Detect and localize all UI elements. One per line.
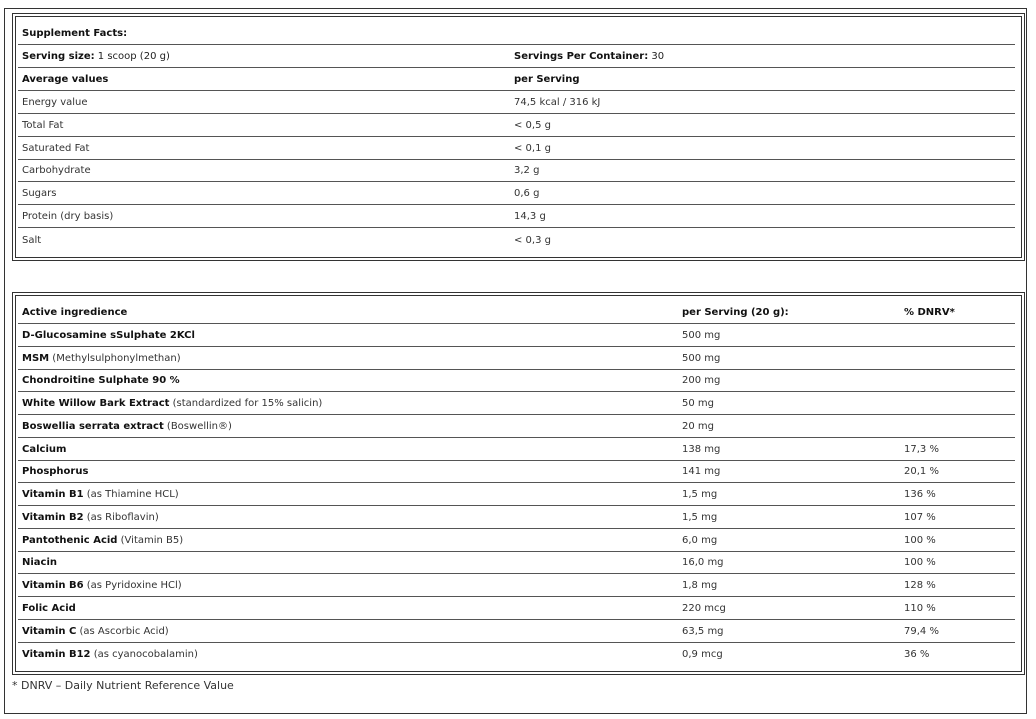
ingredient-value: 200 mg [682,375,721,387]
ingredient-dnrv: 36 % [904,648,930,660]
active-header-row [18,302,1015,324]
ingredient-note: (as Thiamine HCL) [86,489,179,500]
cell-text: Sugars [22,188,57,200]
cell-text: Protein (dry basis) [22,211,114,223]
ingredient-note: (Methylsulphonylmethan) [52,352,181,364]
ingredient-name [22,398,322,409]
ingredient-dnrv: 110 % [904,602,936,614]
cell-text: 3,2 g [514,165,540,177]
header-text: per Serving (20 g): [682,307,789,318]
ingredient-name [22,626,169,637]
label-text: Serving size: [22,50,95,62]
ingredient-name [22,375,180,386]
cell-text: Carbohydrate [22,165,91,177]
ingredient-row [18,643,1015,665]
ingredient-value: 141 mg [682,466,721,478]
ingredient-row [18,416,1015,438]
header-text: % DNRV* [904,307,955,318]
ingredient-dnrv: 79,4 % [904,625,939,637]
facts-cell [514,74,580,85]
ingredient-bold: Vitamin B2 [22,511,84,523]
ingredient-dnrv: 20,1 % [904,466,939,478]
ingredient-value: 20 mg [682,420,714,432]
value-text: 1 scoop (20 g) [97,50,170,62]
ingredient-dnrv: 17,3 % [904,443,939,455]
ingredient-note: (as Ascorbic Acid) [79,625,169,637]
ingredient-bold: Pantothenic Acid [22,534,118,546]
ingredient-note: (as cyanocobalamin) [93,648,198,660]
facts-cell [514,211,546,222]
header-cell [682,307,789,318]
ingredient-row [18,461,1015,483]
ingredient-bold: Niacin [22,557,58,569]
facts-cell [514,120,551,131]
ingredient-row [18,598,1015,620]
ingredient-value: 1,5 mg [682,511,718,523]
facts-row [18,229,1015,251]
footnote: * DNRV – Daily Nutrient Reference Value [12,679,234,692]
ingredient-value: 220 mcg [682,602,726,614]
ingredient-bold: White Willow Bark Extract [22,398,170,409]
ingredient-row [18,484,1015,506]
cell-text: < 0,1 g [514,142,551,154]
value-text: 30 [651,50,665,62]
ingredient-name [22,444,66,455]
facts-cell [22,211,113,222]
cell-text: Supplement Facts: [22,28,128,39]
ingredient-bold: Vitamin B1 [22,489,84,500]
ingredient-name [22,557,57,568]
ingredient-row [18,439,1015,461]
facts-cell [22,120,63,131]
ingredient-value: 1,8 mg [682,580,718,591]
cell-text: < 0,5 g [514,119,551,131]
label-text: Servings Per Container: [514,50,649,62]
ingredient-row [18,393,1015,415]
cell-text: 74,5 kcal / 316 kJ [514,96,601,108]
facts-row [18,160,1015,182]
ingredient-bold: Vitamin B6 [22,580,84,591]
facts-cell [22,188,56,199]
facts-row [18,206,1015,228]
ingredient-dnrv: 136 % [904,489,936,500]
ingredient-value: 0,9 mcg [682,648,723,660]
ingredient-row [18,530,1015,552]
header-cell [904,307,955,318]
ingredient-row [18,507,1015,529]
ingredient-dnrv: 107 % [904,511,936,523]
facts-title-row [18,23,1015,45]
facts-header-row [18,69,1015,91]
ingredient-dnrv: 100 % [904,557,936,569]
ingredient-bold: Folic Acid [22,602,76,614]
ingredient-bold: Calcium [22,443,67,455]
ingredient-value: 138 mg [682,443,721,455]
ingredient-dnrv: 128 % [904,580,936,591]
ingredient-bold: Phosphorus [22,466,89,478]
ingredient-row [18,370,1015,392]
ingredient-note: (as Riboflavin) [86,511,159,523]
facts-cell [22,74,108,85]
cell-text: per Serving [514,73,580,85]
facts-cell [514,165,539,176]
ingredient-bold: Chondroitine Sulphate 90 % [22,375,180,387]
facts-cell [22,51,170,62]
ingredient-value: 500 mg [682,352,721,364]
ingredient-name [22,489,179,500]
ingredient-name [22,649,198,660]
ingredient-value: 500 mg [682,329,721,341]
cell-text: Saturated Fat [22,142,90,154]
ingredient-name [22,603,76,614]
ingredient-name [22,330,195,341]
ingredient-value: 1,5 mg [682,489,718,500]
facts-cell [514,51,664,62]
facts-row [18,115,1015,137]
ingredient-name [22,580,182,591]
ingredient-name [22,466,88,477]
facts-row [18,138,1015,160]
ingredient-note: (Boswellin®) [166,420,232,432]
ingredient-row [18,348,1015,370]
ingredient-name [22,353,181,364]
cell-text: 14,3 g [514,211,546,223]
facts-cell [514,188,539,199]
ingredient-name [22,535,183,546]
facts-cell [22,28,127,39]
ingredient-row [18,575,1015,597]
ingredient-note: (Vitamin B5) [120,534,184,546]
cell-text: Average values [22,73,109,85]
ingredient-row [18,621,1015,643]
facts-cell [22,235,41,246]
ingredient-bold: D-Glucosamine sSulphate 2KCl [22,329,195,341]
ingredient-value: 50 mg [682,398,714,409]
cell-text: Energy value [22,96,88,108]
ingredient-bold: Vitamin B12 [22,648,91,660]
facts-cell [514,143,551,154]
ingredient-value: 6,0 mg [682,534,718,546]
ingredient-note: (standardized for 15% salicin) [172,398,323,409]
cell-text: Salt [22,234,42,246]
header-text: Active ingredience [22,307,128,318]
cell-text: 0,6 g [514,188,540,200]
ingredient-name [22,421,232,432]
cell-text: Total Fat [22,119,64,131]
facts-serving-row [18,46,1015,68]
facts-cell [22,97,88,108]
ingredient-row [18,325,1015,347]
facts-cell [514,97,600,108]
ingredient-row [18,552,1015,574]
cell-text: < 0,3 g [514,234,551,246]
facts-cell [22,165,91,176]
ingredient-bold: Vitamin C [22,625,77,637]
ingredient-value: 63,5 mg [682,625,724,637]
ingredient-name [22,512,159,523]
ingredient-bold: MSM [22,352,50,364]
ingredient-dnrv: 100 % [904,534,936,546]
ingredient-note: (as Pyridoxine HCl) [86,580,182,591]
facts-cell [514,235,551,246]
facts-cell [22,143,89,154]
ingredient-bold: Boswellia serrata extract [22,420,164,432]
header-cell [22,307,127,318]
ingredient-value: 16,0 mg [682,557,724,569]
facts-row [18,183,1015,205]
facts-row [18,92,1015,114]
